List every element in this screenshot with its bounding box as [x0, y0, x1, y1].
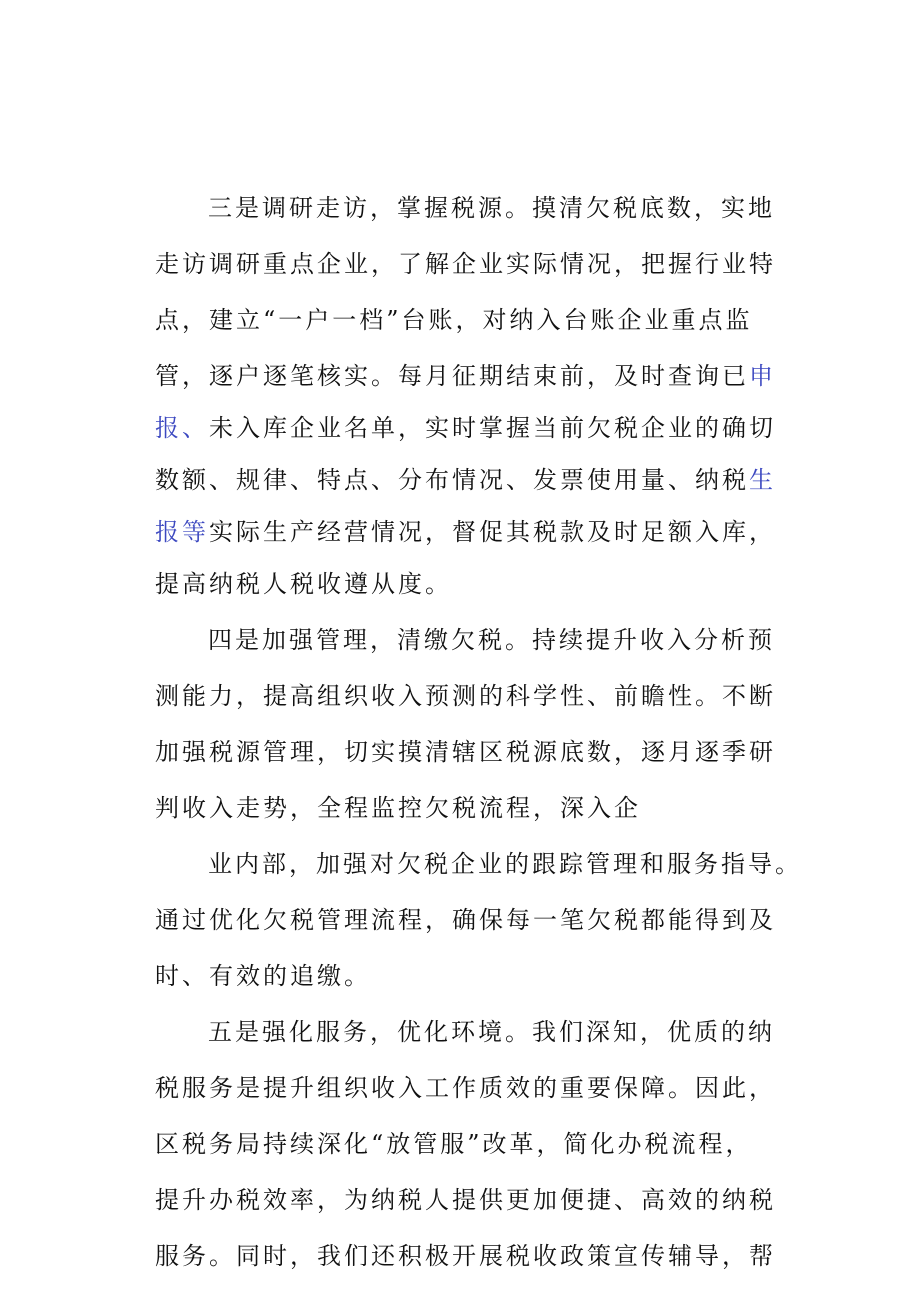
- paragraph-4-line-2: 测能力，提高组织收入预测的科学性、前瞻性。不断: [155, 682, 776, 710]
- paragraph-6-line-1: 五是强化服务，优化环境。我们深知，优质的纳: [208, 1018, 775, 1046]
- paragraph-6-line-2: 税服务是提升组织收入工作质效的重要保障。因此，: [155, 1074, 776, 1102]
- highlighted-text: 申: [749, 362, 776, 390]
- paragraph-3-line-7: [155, 514, 776, 550]
- paragraph-5-line-1: 业内部，加强对欠税企业的跟踪管理和服务指导。: [208, 850, 802, 878]
- paragraph-5-line-3: 时、有效的追缴。: [155, 962, 371, 990]
- paragraph-3-line-6: [155, 462, 776, 498]
- paragraph-3-line-5: [155, 410, 776, 446]
- line-text: 数额、规律、特点、分布情况、发票使用量、纳税: [155, 466, 749, 494]
- paragraph-3-line-2: 走访调研重点企业，了解企业实际情况，把握行业特: [155, 250, 776, 278]
- highlighted-text: 报、: [155, 414, 209, 442]
- paragraph-3-line-1: 三是调研走访，掌握税源。摸清欠税底数，实地: [208, 194, 775, 222]
- paragraph-6-line-5: 服务。同时，我们还积极开展税收政策宣传辅导，帮: [155, 1242, 776, 1270]
- paragraph-3-line-8: 提高纳税人税收遵从度。: [155, 570, 452, 598]
- highlighted-text: 生: [749, 466, 776, 494]
- highlighted-text: 报等: [155, 518, 209, 546]
- paragraph-3-line-4: [155, 358, 776, 394]
- paragraph-4-line-1: 四是加强管理，清缴欠税。持续提升收入分析预: [208, 626, 775, 654]
- paragraph-4-line-4: 判收入走势，全程监控欠税流程，深入企: [155, 794, 641, 822]
- paragraph-5-line-2: 通过优化欠税管理流程，确保每一笔欠税都能得到及: [155, 906, 776, 934]
- paragraph-4-line-3: 加强税源管理，切实摸清辖区税源底数，逐月逐季研: [155, 738, 776, 766]
- paragraph-6-line-4: 提升办税效率，为纳税人提供更加便捷、高效的纳税: [155, 1186, 776, 1214]
- line-text: 管，逐户逐笔核实。每月征期结束前，及时查询已: [155, 362, 749, 390]
- line-text: 未入库企业名单，实时掌握当前欠税企业的确切: [209, 414, 776, 442]
- paragraph-3-line-3: 点，建立“一户一档”台账，对纳入台账企业重点监: [155, 306, 753, 334]
- line-text: 实际生产经营情况，督促其税款及时足额入库，: [209, 518, 776, 546]
- paragraph-6-line-3: 区税务局持续深化“放管服”改革，简化办税流程，: [155, 1130, 753, 1158]
